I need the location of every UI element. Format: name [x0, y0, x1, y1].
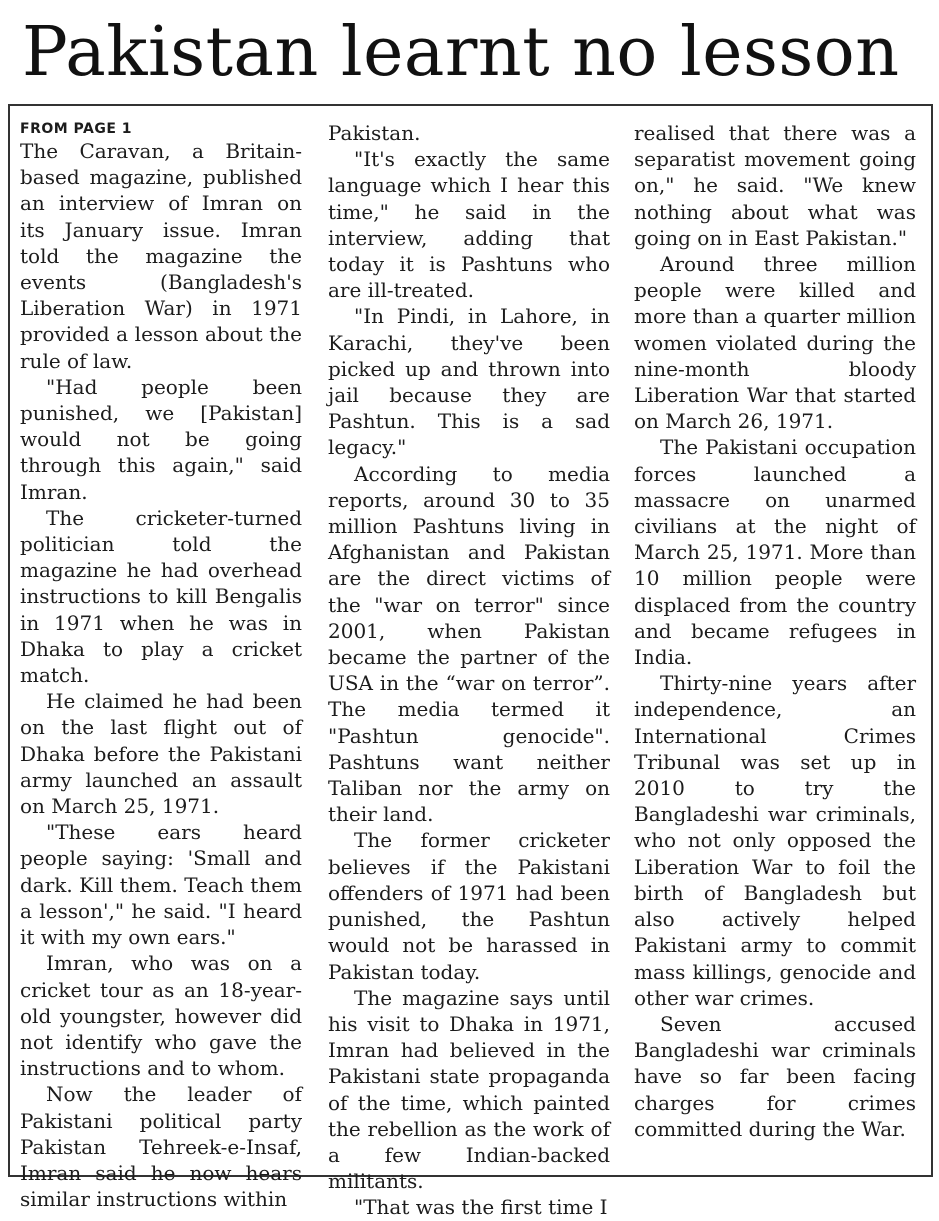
paragraph: The Caravan, a Britain-based magazine, published an interview of Imran on its January issue. Imran told the magazine the events (Bangladesh's Liberation War) in 1971 provided a lesson about the rule of law. [20, 139, 302, 373]
paragraph: The former cricketer believes if the Pakistani offenders of 1971 had been punished, the Pashtun would not be harassed in Pakistan today. [328, 828, 610, 984]
paragraph: Around three million people were killed and more than a quarter million women violated during the nine-month bloody Liberation War that started on March 26, 1971. [634, 252, 916, 434]
headline: Pakistan learnt no lesson [22, 13, 900, 92]
paragraph: According to media reports, around 30 to 35 million Pashtuns living in Afghanistan and Pakistan are the direct victims of the "war on terror" since 2001, when Pakistan became the partner of the USA in the “war on terror”. The media termed it "Pashtun genocide". Pashtuns want neither Taliban nor the army on their land. [328, 461, 610, 827]
paragraph: Imran, who was on a cricket tour as an 18-year-old youngster, however did not identify who gave the instructions and to whom. [20, 951, 302, 1081]
paragraph: The cricketer-turned politician told the magazine he had overhead instructions to kill Bengalis in 1971 when he was in Dhaka to play a cricket match. [20, 505, 302, 688]
right-border [931, 104, 933, 1177]
paragraph: The Pakistani occupation forces launched a massacre on unarmed civilians at the night of March 25, 1971. More than 10 million people were displaced from the country and became refugees in India. [634, 435, 916, 670]
paragraph: Thirty-nine years after independence, an International Crimes Tribunal was set up in 2010 to try the Bangladeshi war criminals, who not only opposed the Liberation War to foil the birth of Bangladesh but also actively helped Pakistani army to commit mass killings, genocide and other war crimes. [634, 671, 916, 1010]
article-column-1 [20, 120, 302, 1212]
kicker: FROM PAGE 1 [20, 121, 133, 137]
paragraph: "Had people been punished, we [Pakistan] would not be going through this again," said Imran. [20, 374, 302, 504]
left-border [8, 104, 10, 1177]
paragraph: Now the leader of Pakistani political party Pakistan Tehreek-e-Insaf, Imran said he now hears similar instructions within [20, 1082, 302, 1212]
article-column-2 [328, 120, 610, 1221]
top-border [8, 104, 933, 106]
paragraph: Seven accused Bangladeshi war criminals have so far been facing charges for crimes committed during the War. [634, 1011, 916, 1141]
paragraph: "It's exactly the same language which I hear this time," he said in the interview, adding that today it is Pashtuns who are ill-treated. [328, 147, 610, 303]
paragraph: realised that there was a separatist movement going on," he said. "We knew nothing about what was going on in East Pakistan." [634, 121, 916, 250]
paragraph: He claimed he had been on the last flight out of Dhaka before the Pakistani army launched an assault on March 25, 1971. [20, 689, 302, 819]
paragraph: "In Pindi, in Lahore, in Karachi, they've been picked up and thrown into jail because they are Pashtun. This is a sad legacy." [328, 304, 610, 460]
paragraph: The magazine says until his visit to Dhaka in 1971, Imran had believed in the Pakistani state propaganda of the time, which painted the rebellion as the work of a few Indian-backed militants. [328, 985, 610, 1194]
article-column-3 [634, 120, 916, 1142]
paragraph: "That was the first time I [354, 1195, 608, 1220]
paragraph: Pakistan. [328, 121, 421, 145]
paragraph: "These ears heard people saying: 'Small and dark. Kill them. Teach them a lesson'," he said. "I heard it with my own ears." [20, 820, 302, 950]
